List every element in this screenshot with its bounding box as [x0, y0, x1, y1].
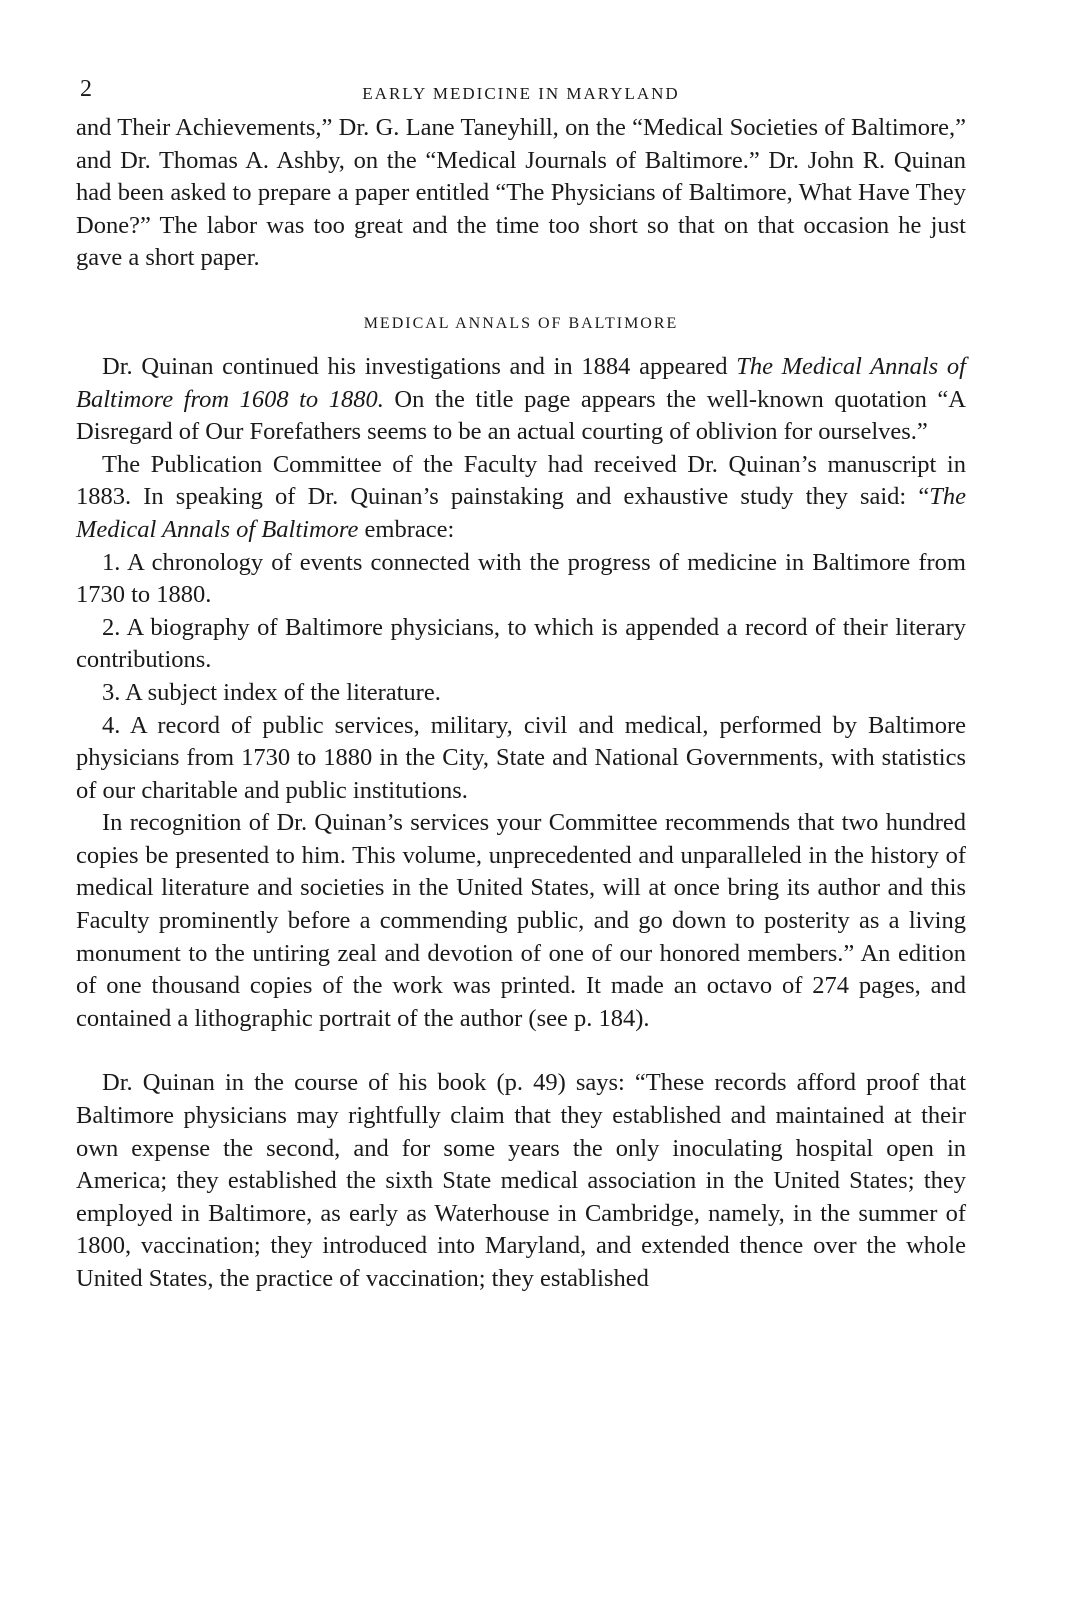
running-head — [76, 72, 966, 112]
text-run: The Publication Committee of the Faculty had received Dr. Quinan’s manuscript in 1883. In speaking of Dr. Quinan’s painstaking and exhaustive study they said: “ — [76, 450, 966, 511]
text-run: Dr. Quinan continued his investigations and in 1884 appeared — [102, 352, 737, 380]
body-text — [76, 112, 966, 1296]
list-item-chronology: 1. A chronology of events connected with the progress of medicine in Baltimore from 1730 to 1880. — [76, 548, 966, 609]
book-title: The Medical Annals of Baltimore — [76, 483, 966, 543]
book-page — [76, 72, 966, 1296]
running-title: EARLY MEDICINE IN MARYLAND — [362, 84, 680, 103]
paragraph-committee — [76, 449, 966, 547]
paragraph-annals-intro — [76, 351, 966, 449]
paragraph-continuation: and Their Achievements,” Dr. G. Lane Taneyhill, on the “Medical Societies of Baltimore,” and Dr. Thomas A. Ashby, on the “Medical Journals of Baltimore.” Dr. John R. Quinan had been asked to prepare a paper entitled “The Physicians of Baltimore, What Have They Done?” The labor was too great and the time too short so that on that occasion he just gave a short paper. — [76, 114, 966, 272]
page-number: 2 — [80, 76, 92, 102]
book-title: The Medical Annals of Baltimore from 1608 to 1880. — [76, 352, 966, 413]
paragraph-quinan-quote: Dr. Quinan in the course of his book (p. 49) says: “These records afford proof that Baltimore physicians may rightfully claim that they established and maintained at their own expense the second, and for some years the only inoculating hospital open in America; they established the sixth State medical association in the United States; they employed in Baltimore, as early as Waterhouse in Cambridge, namely, in the summer of 1800, vaccination; they introduced into Maryland, and extended thence over the whole United States, the practice of vaccination; they established — [76, 1069, 966, 1292]
paragraph-recognition: In recognition of Dr. Quinan’s services your Committee recommends that two hundred copies be presented to him. This volume, unprecedented and unparalleled in the history of medical literature and societies in the United States, will at once bring its author and this Faculty prominently before a commending public, and go down to posterity as a living monument to the untiring zeal and devotion of one of our honored members.” An edition of one thousand copies of the work was printed. It made an octavo of 274 pages, and contained a lithographic portrait of the author (see p. 184). — [76, 809, 966, 1032]
section-heading: MEDICAL ANNALS OF BALTIMORE — [363, 314, 679, 332]
list-item-biography: 2. A biography of Baltimore physicians, to which is appended a record of their literary contributions. — [76, 613, 966, 674]
list-item-subject-index: 3. A subject index of the literature. — [102, 678, 441, 706]
list-item-public-services: 4. A record of public services, military, civil and medical, performed by Baltimore physicians from 1730 to 1880 in the City, State and National Governments, with statistics of our charitable and public institutions. — [76, 711, 966, 804]
text-run: embrace: — [358, 515, 455, 543]
text-run: On the title page appears the well-known quotation “A Disregard of Our Forefathers seems to be an actual courting of oblivion for ourselves.” — [76, 385, 967, 446]
